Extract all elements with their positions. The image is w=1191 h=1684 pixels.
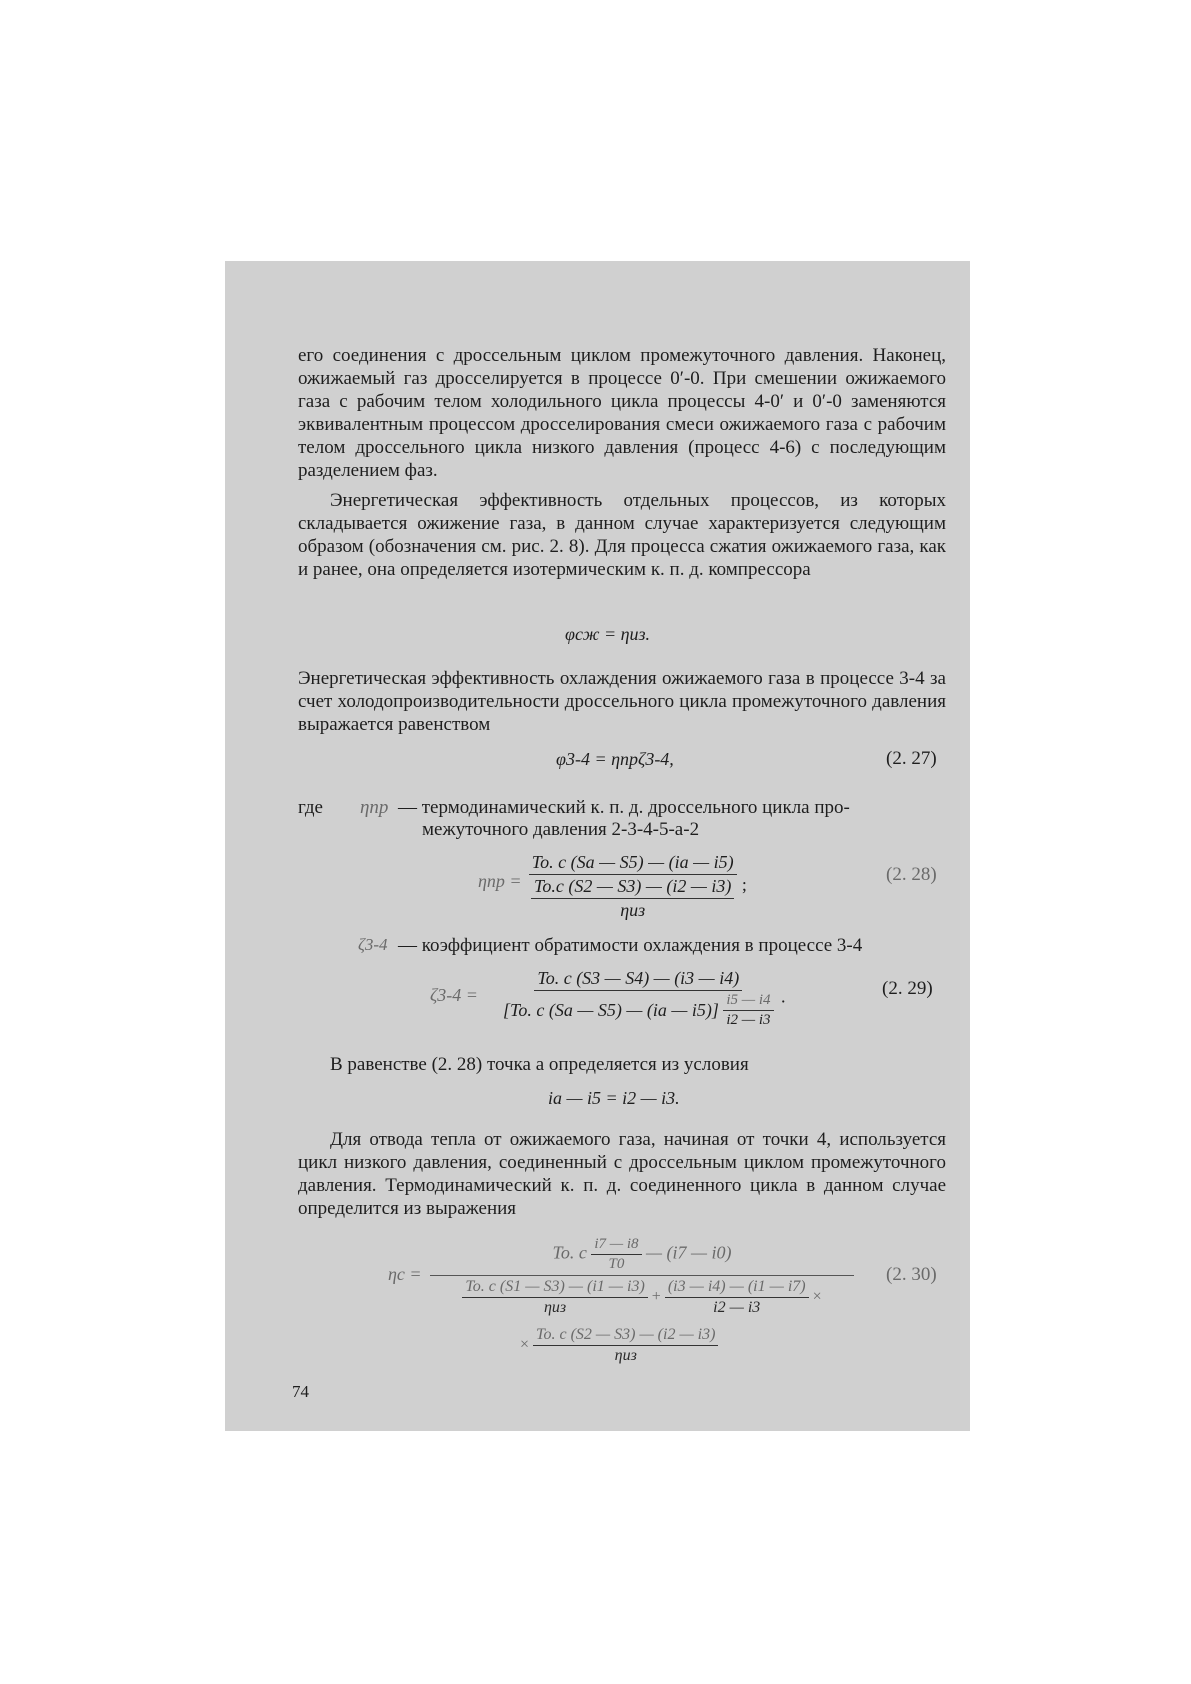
paragraph-2: Энергетическая эффективность отдельных процессов, из которых складывается ожижение газа, в данном случае характеризуется следующим образом (обозначения см. рис. 2. 8). Для процесса сжатия ожижаемого газа, как и ранее, она определяется изотермическим к. п. д. компрессора <box>298 490 946 580</box>
eq-2-30-den-part2-bottom: i2 — i3 <box>713 1299 761 1316</box>
eq-2-29-denominator-main: [To. c (Sa — S5) — (ia — i5)] <box>503 1000 719 1020</box>
equation-2-28-fraction: $\frac{To. c (Sa — S5) — (ia — i5)}{\frac{To.c (S2 — S3) — (i2 — i3)}{\text{ηиз}}}$ ; <box>528 852 747 921</box>
eq-2-29-numerator: To. c (S3 — S4) — (i3 — i4) <box>534 968 742 991</box>
where-text-line-2: межуточного давления 2-3-4-5-а-2 <box>422 819 700 840</box>
equation-2-30-lhs: ηс = <box>388 1264 422 1284</box>
eq-2-28-numerator: To. c (Sa — S5) — (ia — i5) <box>529 852 737 875</box>
paragraph-5: Для отвода тепла от ожижаемого газа, начиная от точки 4, используется цикл низкого давления, соединенный с дроссельным циклом промежуточного давления. Термодинамический к. п. д. соединенного цикла в данном случае определится из выражения <box>298 1129 946 1219</box>
eq-2-29-inner-numerator: i5 — i4 <box>723 992 773 1011</box>
zeta-description: — коэффициент обратимости охлаждения в процессе 3-4 <box>398 935 863 956</box>
eq-2-30-den-part1-bottom: ηиз <box>543 1299 567 1316</box>
equation-phi-compression: φсж = ηиз. <box>565 624 651 644</box>
eq-2-30-den-plus: + <box>651 1288 661 1306</box>
equation-2-29-fraction: To. c (S3 — S4) — (i3 — i4) [To. c (Sa — S5) — (ia — i5)] $\frac{i5 — i4}{i2 — i3}$ . <box>503 968 786 1028</box>
paragraph-1: его соединения с дроссельным циклом промежуточного давления. Наконец, ожижаемый газ дросселируется в процессе 0′-0. При смешении ожижаемого газа с рабочим телом холодильного цикла процессы 4-0′ и 0′-0 заменяются эквивалентным процессом дросселирования смеси ожижаемого газа с рабочим телом дроссельного цикла низкого давления (процесс 4-6) с последующим разделением фаз. <box>298 345 946 481</box>
equation-2-27: φ3-4 = ηпрζ3-4, <box>556 749 674 769</box>
eq-2-30-times: × <box>812 1288 822 1306</box>
zeta-symbol: ζ3-4 <box>358 935 388 954</box>
equation-2-30-continuation <box>520 1326 718 1365</box>
where-label: где <box>298 797 323 818</box>
eq-2-30-numerator-b: — (i7 — i0) <box>646 1242 732 1263</box>
equation-condition: ia — i5 = i2 — i3. <box>548 1088 680 1108</box>
equation-2-30-fraction <box>430 1236 854 1317</box>
eq-2-30-den-part2-top: (i3 — i4) — (i1 — i7) <box>665 1278 809 1298</box>
eq-2-30-numerator-inner-bottom: T0 <box>608 1256 625 1272</box>
eq-2-29-inner-denominator: i2 — i3 <box>726 1012 771 1028</box>
paragraph-3: Энергетическая эффективность охлаждения ожижаемого газа в процессе 3-4 за счет холодопроизводительности дроссельного цикла промежуточного давления выражается равенством <box>298 668 946 735</box>
equation-2-29-lhs: ζ3-4 = <box>430 985 478 1005</box>
equation-number-2-30: (2. 30) <box>886 1264 937 1285</box>
where-text-line-1: — термодинамический к. п. д. дроссельного цикла про- <box>398 797 850 818</box>
equation-number-2-27: (2. 27) <box>886 748 937 769</box>
eq-2-30-cont-bottom: ηиз <box>614 1347 637 1364</box>
where-symbol: ηпр <box>360 797 389 818</box>
equation-2-28-lhs: ηпр = <box>478 871 522 891</box>
eq-2-30-cont-top: To. c (S2 — S3) — (i2 — i3) <box>533 1326 718 1346</box>
eq-2-30-den-part1-top: To. c (S1 — S3) — (i1 — i3) <box>462 1278 647 1298</box>
eq-2-30-numerator <box>430 1236 854 1276</box>
eq-2-30-numerator-inner-top: i7 — i8 <box>591 1236 641 1255</box>
eq-2-28-denominator-bottom: ηиз <box>620 900 646 920</box>
eq-2-30-cont-times: × <box>520 1336 530 1354</box>
paragraph-4: В равенстве (2. 28) точка а определяется из условия <box>330 1054 749 1075</box>
equation-number-2-29: (2. 29) <box>882 978 933 999</box>
equation-number-2-28: (2. 28) <box>886 864 937 885</box>
eq-2-30-denominator <box>430 1276 854 1317</box>
page-number: 74 <box>292 1382 309 1401</box>
eq-2-30-numerator-a: To. c <box>552 1242 587 1263</box>
eq-2-28-denominator-top: To.c (S2 — S3) — (i2 — i3) <box>531 876 734 899</box>
